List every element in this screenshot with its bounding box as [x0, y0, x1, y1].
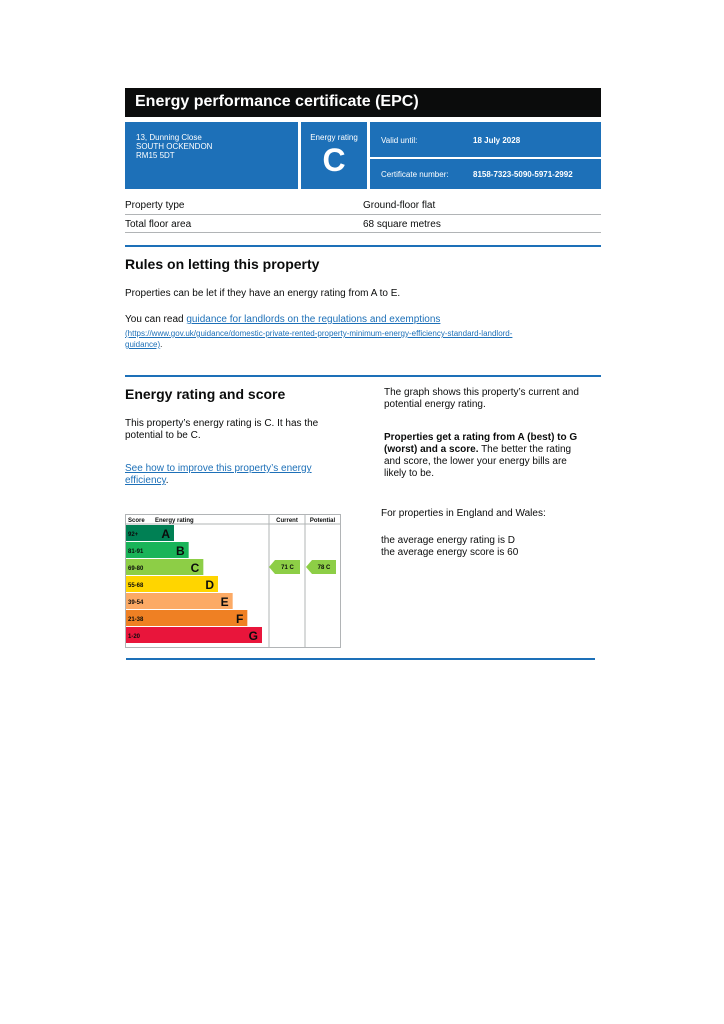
band-letter: C	[190, 561, 200, 575]
address-line-3: RM15 5DT	[136, 151, 175, 160]
guidance-link[interactable]: guidance for landlords on the regulations and exemptions	[186, 314, 441, 325]
rating-expl-line-3: and score, the lower your energy bills are	[384, 456, 567, 467]
guidance-url-link[interactable]	[125, 329, 512, 349]
energy-para-line-1: This property’s energy rating is C. It has the	[125, 418, 319, 429]
band-letter: E	[220, 595, 229, 609]
energy-para-line-2: potential to be C.	[125, 430, 201, 441]
guidance-url-line-1: (https://www.gov.uk/guidance/domestic-private-rented-property-minimum-energy-efficiency-standard-landlord-	[125, 329, 513, 338]
section-divider	[125, 375, 601, 377]
floor-area-value: 68 square metres	[363, 219, 441, 230]
address-block	[125, 122, 298, 189]
current-rating-label: 71 C	[281, 565, 294, 571]
energy-rating-paragraph	[125, 418, 318, 442]
band-score-label: 39-54	[128, 600, 144, 606]
letting-paragraph: Properties can be let if they have an energy rating from A to E.	[125, 288, 401, 299]
epc-rating-chart	[125, 514, 341, 648]
certificate-number-value: 8158-7323-5090-5971-2992	[473, 170, 573, 179]
band-bar	[152, 627, 262, 643]
property-type-label: Property type	[125, 200, 185, 211]
england-wales-label: For properties in England and Wales:	[381, 508, 546, 519]
improve-link-line-1: See how to improve this property’s energy	[125, 463, 312, 474]
average-score: the average energy score is 60	[381, 547, 519, 558]
band-letter: B	[175, 544, 185, 558]
certificate-number-label: Certificate number:	[381, 170, 449, 179]
epc-chart-svg	[125, 514, 341, 648]
band-letter: G	[248, 629, 258, 643]
band-score-label: 55-68	[128, 583, 144, 589]
letting-heading: Rules on letting this property	[125, 256, 320, 272]
rating-explanation	[384, 432, 577, 480]
guidance-paragraph	[125, 314, 440, 326]
rating-expl-bold-1: Properties get a rating from A (best) to G	[384, 432, 578, 443]
chart-header-potential: Potential	[309, 518, 336, 524]
certificate-number-block	[370, 159, 601, 189]
divider	[125, 214, 601, 215]
band-score-label: 21-38	[128, 617, 144, 623]
property-type-value: Ground-floor flat	[363, 200, 436, 211]
band-bar	[152, 610, 247, 626]
chart-header-rating: Energy rating	[155, 518, 194, 524]
averages	[381, 535, 518, 559]
section-divider	[126, 658, 595, 660]
divider	[125, 232, 601, 233]
band-letter: A	[161, 527, 170, 541]
average-rating: the average energy rating is D	[381, 535, 515, 546]
graph-description	[384, 387, 579, 411]
energy-rating-label: Energy rating	[310, 133, 358, 142]
improve-link-suffix: .	[165, 475, 169, 486]
band-score-label: 1-20	[128, 634, 141, 640]
guidance-url	[125, 328, 512, 350]
chart-header-score: Score	[128, 518, 145, 524]
graph-desc-line-2: potential energy rating.	[384, 399, 486, 410]
title-bar	[125, 88, 601, 117]
address-line-2: SOUTH OCKENDON	[136, 142, 213, 151]
rating-expl-bold-2: (worst) and a score.	[384, 444, 479, 455]
page-title: Energy performance certificate (EPC)	[135, 93, 419, 110]
rating-expl-line-2: The better the rating	[478, 444, 572, 455]
energy-rating-letter: C	[322, 142, 346, 178]
guidance-url-suffix: .	[160, 340, 163, 349]
guidance-prefix: You can read	[125, 314, 187, 325]
improve-paragraph	[125, 463, 312, 487]
valid-until-block	[370, 122, 601, 157]
graph-desc-line-1: The graph shows this property’s current and	[384, 387, 579, 398]
valid-until-label: Valid until:	[381, 136, 418, 145]
potential-rating-label: 78 C	[317, 565, 331, 571]
valid-until-value: 18 July 2028	[473, 136, 521, 145]
energy-rating-block	[301, 122, 367, 189]
address-line-1: 13, Dunning Close	[136, 133, 202, 142]
energy-heading: Energy rating and score	[125, 386, 286, 402]
band-letter: D	[205, 578, 214, 592]
band-score-label: 92+	[128, 532, 139, 538]
improve-link-line-2: efficiency	[125, 475, 166, 486]
floor-area-label: Total floor area	[125, 219, 192, 230]
section-divider	[125, 245, 601, 247]
guidance-url-line-2: guidance)	[125, 340, 161, 349]
band-score-label: 69-80	[128, 566, 144, 572]
band-letter: F	[235, 612, 244, 626]
rating-expl-line-4: likely to be.	[384, 468, 435, 479]
band-score-label: 81-91	[128, 549, 144, 555]
chart-header-current: Current	[276, 518, 298, 524]
improve-efficiency-link[interactable]	[125, 463, 312, 486]
